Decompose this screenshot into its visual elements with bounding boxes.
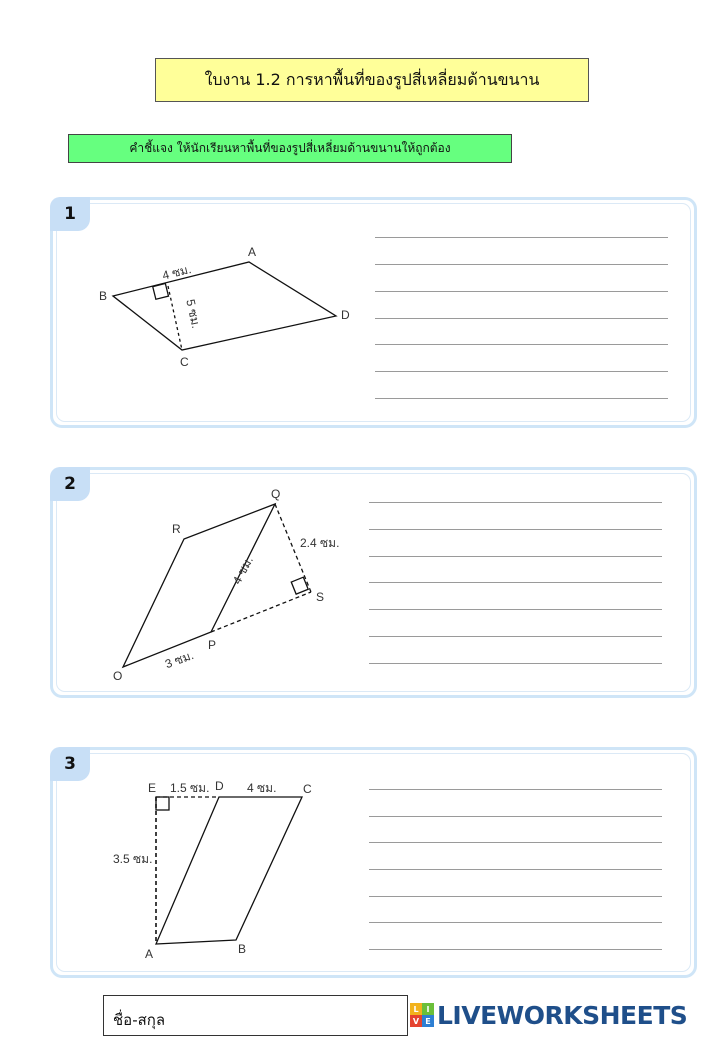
logo-letter: L	[410, 1003, 422, 1015]
name-label: ชื่อ-สกุล	[113, 1011, 166, 1029]
answer-line[interactable]	[369, 816, 662, 817]
parallelogram-abcd-3	[156, 797, 302, 944]
vertex-label-a-3: A	[145, 947, 154, 961]
vertex-label-d: D	[341, 308, 350, 322]
vertex-label-q: Q	[271, 487, 281, 501]
measure-height-3: 3.5 ซม.	[113, 852, 153, 866]
vertex-label-c: C	[180, 355, 189, 369]
measure-base-2: 3 ซม.	[163, 648, 196, 672]
vertex-label-o: O	[113, 669, 123, 683]
instruction-banner: คำชี้แจง ให้นักเรียนหาพื้นที่ของรูปสี่เหลี่ยมด้านขนานให้ถูกต้อง	[68, 134, 512, 163]
logo-letter: V	[410, 1015, 422, 1027]
answer-line[interactable]	[369, 949, 662, 950]
measure-ed-3: 1.5 ซม.	[170, 781, 210, 795]
measure-height-1: 5 ซม.	[183, 297, 204, 330]
vertex-label-e: E	[148, 781, 157, 795]
measure-height-2: 2.4 ซม.	[300, 536, 340, 550]
logo-letter: I	[422, 1003, 434, 1015]
problem-number-badge-3: 3	[50, 747, 90, 781]
logo-letter: E	[422, 1015, 434, 1027]
right-angle-mark-3	[156, 797, 169, 810]
answer-line[interactable]	[369, 896, 662, 897]
vertex-label-a: A	[248, 245, 257, 259]
logo-text: LIVEWORKSHEETS	[437, 1000, 688, 1030]
measure-dc-3: 4 ซม.	[247, 781, 277, 795]
answer-line[interactable]	[369, 842, 662, 843]
answer-lines-3[interactable]	[369, 789, 662, 951]
vertex-label-d-3: D	[215, 779, 224, 793]
vertex-label-c-3: C	[303, 782, 312, 796]
vertex-label-r: R	[172, 522, 181, 536]
vertex-label-p: P	[208, 638, 217, 652]
vertex-label-b-3: B	[238, 942, 247, 956]
student-name-field[interactable]	[103, 995, 408, 1036]
problem-number-badge-2: 2	[50, 467, 90, 501]
answer-line[interactable]	[369, 869, 662, 870]
answer-line[interactable]	[369, 789, 662, 790]
measure-diag-2: 4 ซม.	[229, 553, 256, 587]
problem-number-badge-1: 1	[50, 197, 90, 231]
logo-mark-icon	[410, 1003, 434, 1027]
vertex-label-b: B	[99, 289, 108, 303]
measure-top-1: 4 ซม.	[160, 261, 193, 283]
vertex-label-s: S	[316, 590, 325, 604]
answer-line[interactable]	[369, 922, 662, 923]
worksheet-title: ใบงาน 1.2 การหาพื้นที่ของรูปสี่เหลี่ยมด้านขนาน	[155, 58, 589, 102]
liveworksheets-logo	[410, 999, 687, 1031]
